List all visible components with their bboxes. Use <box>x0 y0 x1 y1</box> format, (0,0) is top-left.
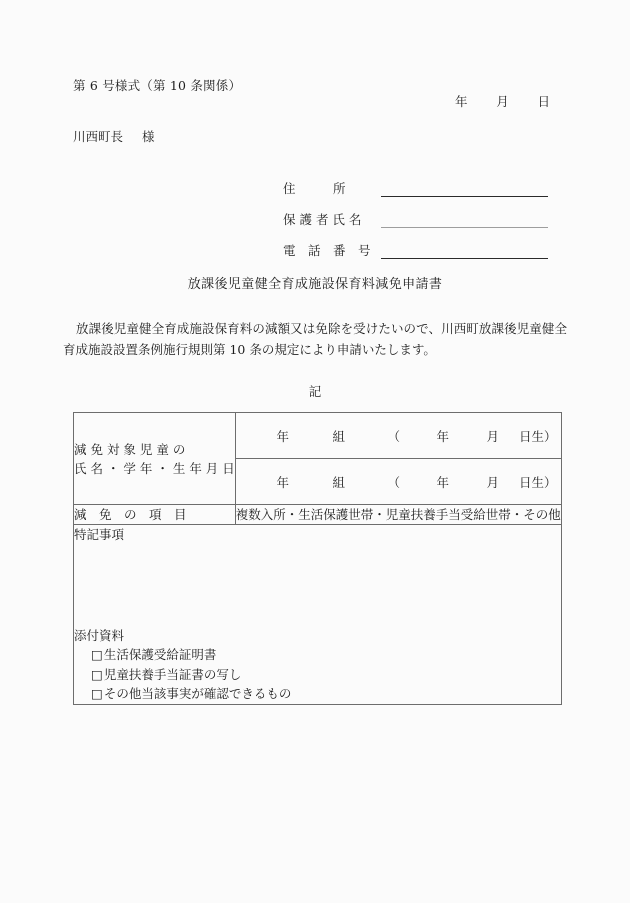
table-row-reduction-item <box>74 505 562 525</box>
child-2-grade-label: 年 <box>276 474 290 490</box>
child-2-birth-day-label: 日生） <box>519 474 557 490</box>
addressee-honorific: 様 <box>141 129 155 144</box>
phone-label: 電 話 番 号 <box>283 243 371 258</box>
date-line <box>455 92 550 110</box>
addressee-line <box>73 127 155 145</box>
applicant-row-phone <box>283 228 548 259</box>
address-label: 住 所 <box>283 181 346 196</box>
address-input[interactable] <box>381 181 548 197</box>
child-1-paren-open: （ <box>387 428 401 444</box>
ki-marker: 記 <box>308 384 322 399</box>
attachment-label: 児童扶養手当証書の写し <box>103 666 242 682</box>
reduction-item-options: 複数入所・生活保護世帯・児童扶養手当受給世帯・その他 <box>235 507 561 522</box>
checkbox-icon[interactable]: □ <box>91 686 103 701</box>
table-row-child-1 <box>74 413 562 459</box>
applicant-block <box>283 166 548 259</box>
phone-input[interactable] <box>381 243 548 259</box>
page-title: 放課後児童健全育成施設保育料減免申請書 <box>187 277 443 292</box>
notes-cell[interactable] <box>74 525 562 705</box>
child-2-birth-year-label: 年 <box>436 474 450 490</box>
attachments-list <box>74 645 561 704</box>
applicant-row-guardian-name <box>283 197 548 228</box>
list-item[interactable] <box>91 665 561 685</box>
guardian-name-label: 保 護 者 氏 名 <box>283 212 362 227</box>
body-paragraph: 放課後児童健全育成施設保育料の減額又は免除を受けたいので、川西町放課後児童健全育成施設設置条例施行規則第 10 条の規定により申請いたします。 <box>63 321 567 357</box>
child-1-birth-day-label: 日生） <box>519 428 557 444</box>
checkbox-icon[interactable]: □ <box>91 647 103 662</box>
reduction-item-label-cell <box>74 505 236 525</box>
reduction-item-label: 減 免 の 項 目 <box>74 507 187 522</box>
child-info-label-cell <box>74 413 236 505</box>
addressee-name: 川西町長 <box>73 129 124 144</box>
table-row-notes <box>74 525 562 705</box>
child-info-label-line-2 <box>74 459 235 478</box>
attachment-label: その他当該事実が確認できるもの <box>103 686 292 701</box>
date-month-label: 月 <box>496 94 509 109</box>
form-number: 第 6 号様式（第 10 条関係） <box>73 78 242 93</box>
child-entry-field-1[interactable] <box>235 413 561 459</box>
checkbox-icon[interactable]: □ <box>91 666 103 682</box>
child-info-label-line-1 <box>74 440 235 459</box>
child-1-grade-label: 年 <box>276 428 290 444</box>
list-item[interactable] <box>91 684 561 704</box>
date-day-label: 日 <box>537 94 550 109</box>
child-info-label-text-1: 減 免 対 象 児 童 の <box>74 441 186 457</box>
guardian-name-input[interactable] <box>381 212 548 228</box>
reduction-item-options-cell[interactable] <box>235 505 561 525</box>
child-info-label-text-2: 氏 名 ・ 学 年 ・ 生 年 月 日 <box>74 460 235 476</box>
application-table <box>73 412 562 705</box>
child-1-birth-year-label: 年 <box>436 428 450 444</box>
notes-heading: 特記事項 <box>74 527 125 542</box>
notes-free-space[interactable] <box>74 544 561 626</box>
child-1-class-label: 組 <box>332 428 346 444</box>
child-1-birth-month-label: 月 <box>486 428 500 444</box>
date-year-label: 年 <box>455 94 468 109</box>
child-2-birth-month-label: 月 <box>486 474 500 490</box>
child-2-class-label: 組 <box>332 474 346 490</box>
attachments-heading: 添付資料 <box>74 628 125 643</box>
child-2-paren-open: （ <box>387 474 401 490</box>
attachment-label: 生活保護受給証明書 <box>103 647 217 662</box>
list-item[interactable] <box>91 645 561 665</box>
applicant-row-address <box>283 166 548 197</box>
child-entry-field-2[interactable] <box>235 459 561 505</box>
